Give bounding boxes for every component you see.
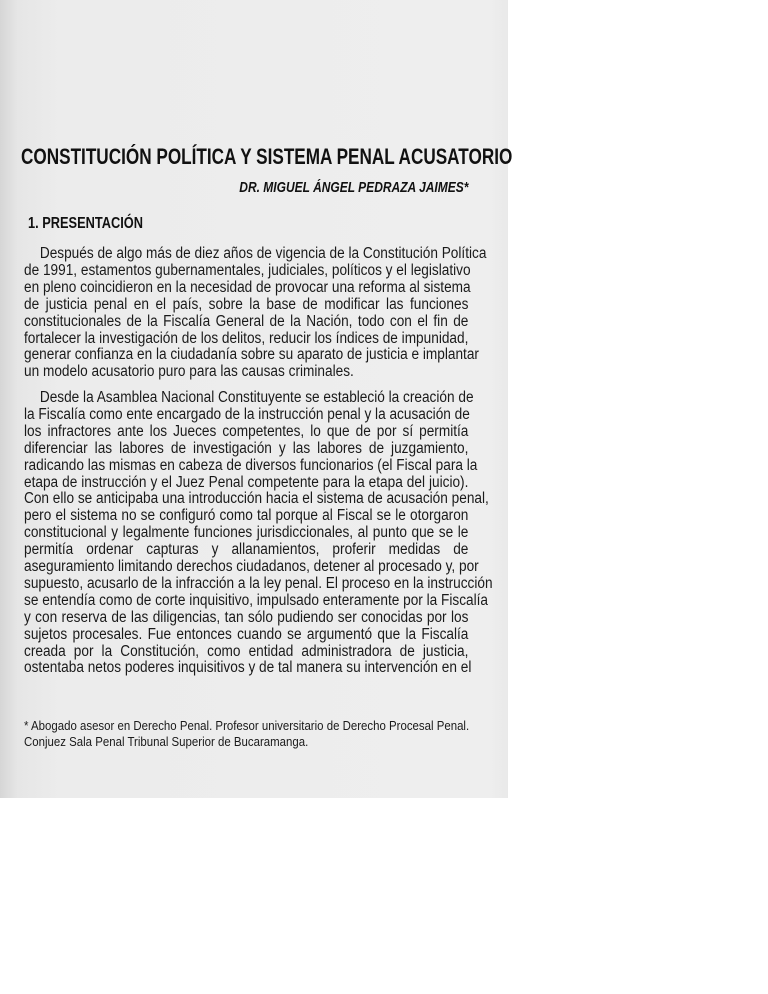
paragraph-line: supuesto, acusarlo de la infracción a la ley penal. El proceso en la instrucción [24, 574, 493, 592]
paragraph-line: aseguramiento limitando derechos ciudadanos, detener al procesado y, por [24, 558, 479, 575]
paragraph-line: en pleno coincidieron en la necesidad de provocar una reforma al sistema [24, 278, 471, 296]
author-name: DR. MIGUEL ÁNGEL PEDRAZA JAIMES* [238, 179, 468, 196]
paragraph-line: Con ello se anticipaba una introducción hacia el sistema de acusación penal, [24, 490, 489, 508]
paragraph-line: fortalecer la investigación de los delitos, reducir los índices de impunidad, [24, 329, 469, 347]
paragraph-line: creada por la Constitución, como entidad administradora de justicia, [24, 642, 469, 660]
footnote-line: Conjuez Sala Penal Tribunal Superior de Bucaramanga. [24, 734, 309, 749]
paragraph-line: radicando las mismas en cabeza de diversos funcionarios (el Fiscal para la [24, 456, 478, 474]
footnote-line: * Abogado asesor en Derecho Penal. Profesor universitario de Derecho Procesal Penal. [24, 718, 470, 733]
paragraph-line: etapa de instrucción y el Juez Penal competente para la etapa del juicio). [24, 473, 469, 491]
paragraph-line: Desde la Asamblea Nacional Constituyente se estableció la creación de [39, 389, 474, 406]
paragraph-line: constitucionales de la Fiscalía General de la Nación, todo con el fin de [24, 312, 469, 330]
paragraph-line: pero el sistema no se configuró como tal porque al Fiscal se le otorgaron [24, 507, 469, 525]
paragraph-line: la Fiscalía como ente encargado de la instrucción penal y la acusación de [24, 405, 470, 423]
paragraph-line: generar confianza en la ciudadanía sobre su aparato de justicia e implantar [24, 346, 479, 364]
paragraph-line: sujetos procesales. Fue entonces cuando se argumentó que la Fiscalía [24, 625, 469, 643]
paragraph-line: diferenciar las labores de investigación y las labores de juzgamiento, [24, 439, 469, 457]
paragraph-line: se entendía como de corte inquisitivo, impulsado enteramente por la Fiscalía [24, 591, 489, 609]
paragraph-line: y con reserva de las diligencias, tan sólo pudiendo ser conocidas por los [24, 608, 469, 626]
section-heading: 1. PRESENTACIÓN [28, 215, 143, 232]
paragraph-line: ostentaba netos poderes inquisitivos y de tal manera su intervención en el [24, 659, 472, 677]
paragraph-line: de justicia penal en el país, sobre la base de modificar las funciones [24, 295, 469, 313]
paragraph-line: permitía ordenar capturas y allanamientos, proferir medidas de [24, 541, 469, 559]
paragraph-line: constitucional y legalmente funciones jurisdiccionales, al punto que se le [24, 524, 469, 542]
paragraph-line: los infractores ante los Jueces competentes, lo que de por sí permitía [24, 422, 469, 440]
paragraph-line: Después de algo más de diez años de vigencia de la Constitución Política [39, 245, 487, 262]
paragraph-line: de 1991, estamentos gubernamentales, judiciales, políticos y el legislativo [24, 261, 471, 279]
article-title: CONSTITUCIÓN POLÍTICA Y SISTEMA PENAL ACUSATORIO [21, 144, 513, 169]
paragraph-line: un modelo acusatorio puro para las causas criminales. [24, 363, 354, 381]
